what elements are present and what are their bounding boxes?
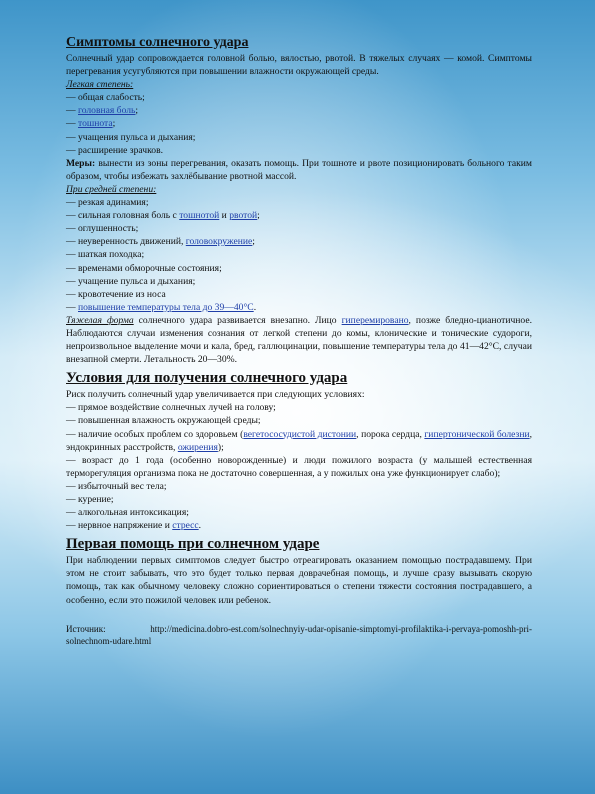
conditions-intro: Риск получить солнечный удар увеличивается при следующих условиях:	[66, 389, 365, 401]
item-text: — нервное напряжение и	[66, 520, 173, 532]
item-text: —	[66, 301, 78, 313]
list-item	[66, 144, 532, 157]
item-text: — алкогольная интоксикация;	[66, 507, 189, 519]
item-text: — избыточный вес тела;	[66, 480, 167, 492]
intro-paragraph: Солнечный удар сопровождается головной болью, вялостью, рвотой. В тяжелых случаях — комой. Симптомы перегревания усугубляются при повышении влажности окружающей среды.	[66, 53, 532, 78]
inline-link[interactable]: вегетососудистой дистонии	[243, 428, 357, 440]
item-text: — резкая адинамия;	[66, 197, 149, 209]
list-item	[66, 506, 532, 519]
item-text: — прямое воздействие солнечных лучей на голову;	[66, 402, 276, 414]
measures-paragraph	[66, 157, 532, 183]
item-text: —	[66, 118, 78, 130]
inline-link[interactable]: повышение температуры тела до 39—40°C	[78, 301, 254, 313]
severe-paragraph	[66, 314, 532, 366]
item-text: ;	[112, 118, 116, 130]
item-text: — временами обморочные состояния;	[66, 262, 222, 274]
item-text: — возраст до 1 года (особенно новорожденные) и люди пожилого возраста (у малышей естественная терморегуляция организма пока не достаточно совершенная, а у пожилых она уже функционирует слабо);	[66, 454, 532, 479]
item-text: ;	[135, 105, 139, 117]
item-text: — неуверенность движений,	[66, 236, 186, 248]
heading-conditions: Условия для получения солнечного удара	[66, 370, 348, 387]
item-text: — наличие особых проблем со здоровьем (	[66, 428, 244, 440]
inline-link[interactable]: головная боль	[78, 105, 136, 117]
list-item	[66, 117, 532, 130]
list-item	[66, 288, 532, 301]
severe-text-2: , позже бледно-цианотичное. Наблюдаются случаи изменения сознания от легкой степени до комы, клонические и тонические судороги, непроизвольное выделение мочи и кала, бред, галлюцинации, повышение температуры тела до 41—42°C, случаи внезапной смерти. Летальность 20—30%.	[66, 314, 532, 366]
item-text: — курение;	[66, 494, 114, 505]
inline-link[interactable]: ожирения	[177, 441, 218, 453]
item-text: — учащение пульса и дыхания;	[66, 275, 196, 287]
item-text: );	[217, 441, 224, 453]
item-text: ;	[257, 210, 260, 222]
list-item	[66, 401, 532, 414]
inline-link[interactable]: тошнотой	[179, 210, 220, 222]
list-item	[66, 428, 532, 454]
inline-link[interactable]: головокружение	[185, 236, 253, 248]
list-item	[66, 131, 532, 144]
severe-label: Тяжелая форма	[66, 314, 134, 326]
heading-symptoms: Симптомы солнечного удара	[66, 35, 249, 50]
list-item	[66, 248, 532, 261]
medium-degree-title: При средней степени:	[66, 183, 157, 195]
list-item	[66, 519, 532, 532]
item-text: и	[219, 210, 230, 222]
link-hyperemia[interactable]: гиперемировано	[341, 314, 409, 326]
item-text: — шаткая походка;	[66, 249, 145, 261]
list-item	[66, 262, 532, 275]
item-text: — сильная головная боль с	[66, 210, 180, 222]
source-note: Источник: http://medicina.dobro-est.com/solnechnyiy-udar-opisanie-simptomyi-profilaktika-i-pervaya-pomoshh-pri-solnechnom-udare.html	[66, 623, 532, 646]
item-text: — расширение зрачков.	[66, 144, 163, 156]
inline-link[interactable]: гипертонической болезни	[424, 428, 530, 440]
item-text: , эндокринных расстройств,	[66, 428, 533, 453]
conditions-list	[66, 401, 532, 532]
list-item	[66, 493, 532, 506]
item-text: — общая слабость;	[66, 92, 145, 104]
inline-link[interactable]: стресс	[172, 520, 199, 532]
list-item	[66, 275, 532, 288]
item-text: ;	[252, 236, 255, 248]
inline-link[interactable]: тошнота	[78, 118, 113, 130]
measures-text: вынести из зоны перегревания, оказать помощь. При тошноте и рвоте позиционировать больного таким образом, чтобы избежать захлёбывание рвотной массой.	[66, 157, 532, 182]
item-text: — оглушенность;	[66, 223, 139, 235]
document-page	[66, 30, 532, 647]
list-item	[66, 301, 532, 314]
mild-degree-title: Легкая степень:	[66, 79, 134, 91]
item-text: —	[66, 105, 78, 117]
list-item	[66, 196, 532, 209]
list-item	[66, 480, 532, 493]
list-item	[66, 209, 532, 222]
first-aid-paragraph: При наблюдении первых симптомов следует быстро отреагировать оказанием помощью пострадавшему. При этом не стоит забывать, что это будет только первая доврачебная помощь, и лучше сразу вызывать скорую помощь, так как обычному человеку сложно сориентироваться о степени тяжести состояния пострадавшего, а особенно, если это пожилой человек или ребенок.	[66, 555, 532, 606]
item-text: , порока сердца,	[356, 428, 425, 440]
inline-link[interactable]: рвотой	[229, 210, 258, 222]
severe-text-1: солнечного удара развивается внезапно. Лицо	[133, 314, 342, 326]
measures-label: Меры:	[66, 157, 96, 169]
list-item	[66, 104, 532, 117]
medium-symptom-list	[66, 196, 532, 314]
mild-symptom-list	[66, 91, 532, 156]
item-text: — кровотечение из носа	[66, 288, 166, 300]
item-text: .	[253, 301, 257, 313]
list-item	[66, 235, 532, 248]
list-item	[66, 414, 532, 427]
item-text: — повышенная влажность окружающей среды;	[66, 415, 261, 427]
item-text: .	[198, 520, 202, 532]
list-item	[66, 91, 532, 104]
item-text: — учащения пульса и дыхания;	[66, 131, 196, 143]
heading-first-aid: Первая помощь при солнечном ударе	[66, 536, 320, 553]
list-item	[66, 222, 532, 235]
list-item	[66, 454, 532, 480]
